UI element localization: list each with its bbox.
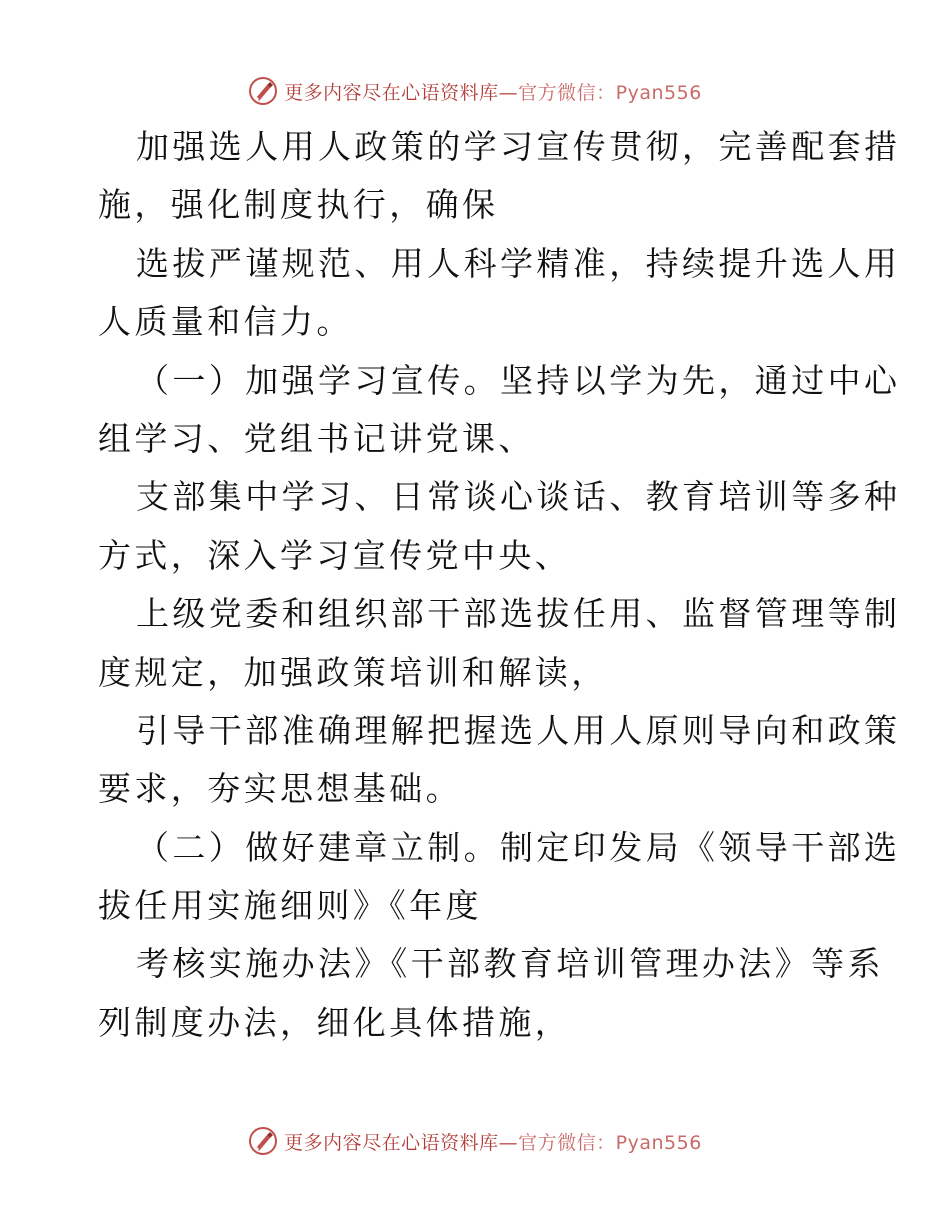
header-watermark — [0, 71, 950, 111]
text-line: 引导干部准确理解把握选人用人原则导向和政策 — [136, 710, 901, 750]
watermark-dash: — — [498, 1131, 519, 1154]
text-line: （二）做好建章立制。制定印发局《领导干部选 — [136, 827, 901, 867]
text-line: 度规定，加强政策培训和解读， — [98, 652, 608, 692]
document-body — [98, 118, 901, 1052]
pen-logo-icon — [248, 1126, 278, 1156]
text-line: 组学习、党组书记讲党课、 — [98, 418, 535, 458]
text-line: 加强选人用人政策的学习宣传贯彻，完善配套措 — [136, 127, 901, 166]
watermark-main-text: 更多内容尽在心语资料库 — [284, 81, 499, 104]
footer-watermark — [0, 1121, 950, 1161]
watermark-wechat-text: 官方微信：Pyan556 — [518, 81, 702, 104]
text-line: 选拔严谨规范、用人科学精准，持续提升选人用 — [136, 243, 901, 283]
watermark-wechat-text: 官方微信：Pyan556 — [518, 1131, 702, 1154]
text-line: 上级党委和组织部干部选拔任用、监督管理等制 — [136, 594, 901, 634]
text-line: 要求，夯实思想基础。 — [98, 769, 462, 809]
text-line: 支部集中学习、日常谈心谈话、教育培训等多种 — [136, 477, 901, 517]
pen-logo-icon — [248, 76, 278, 106]
watermark-main-text: 更多内容尽在心语资料库 — [284, 1131, 499, 1154]
text-line: 施，强化制度执行，确保 — [98, 185, 499, 225]
text-line: 考核实施办法》《干部教育培训管理办法》等系 — [136, 944, 884, 984]
watermark-dash: — — [498, 81, 519, 104]
text-line: 拔任用实施细则》《年度 — [98, 886, 482, 926]
text-line: （一）加强学习宣传。坚持以学为先，通过中心 — [136, 360, 901, 400]
text-line: 方式，深入学习宣传党中央、 — [98, 535, 572, 575]
text-line: 人质量和信力。 — [98, 302, 353, 342]
text-line: 列制度办法，细化具体措施， — [98, 1002, 572, 1042]
